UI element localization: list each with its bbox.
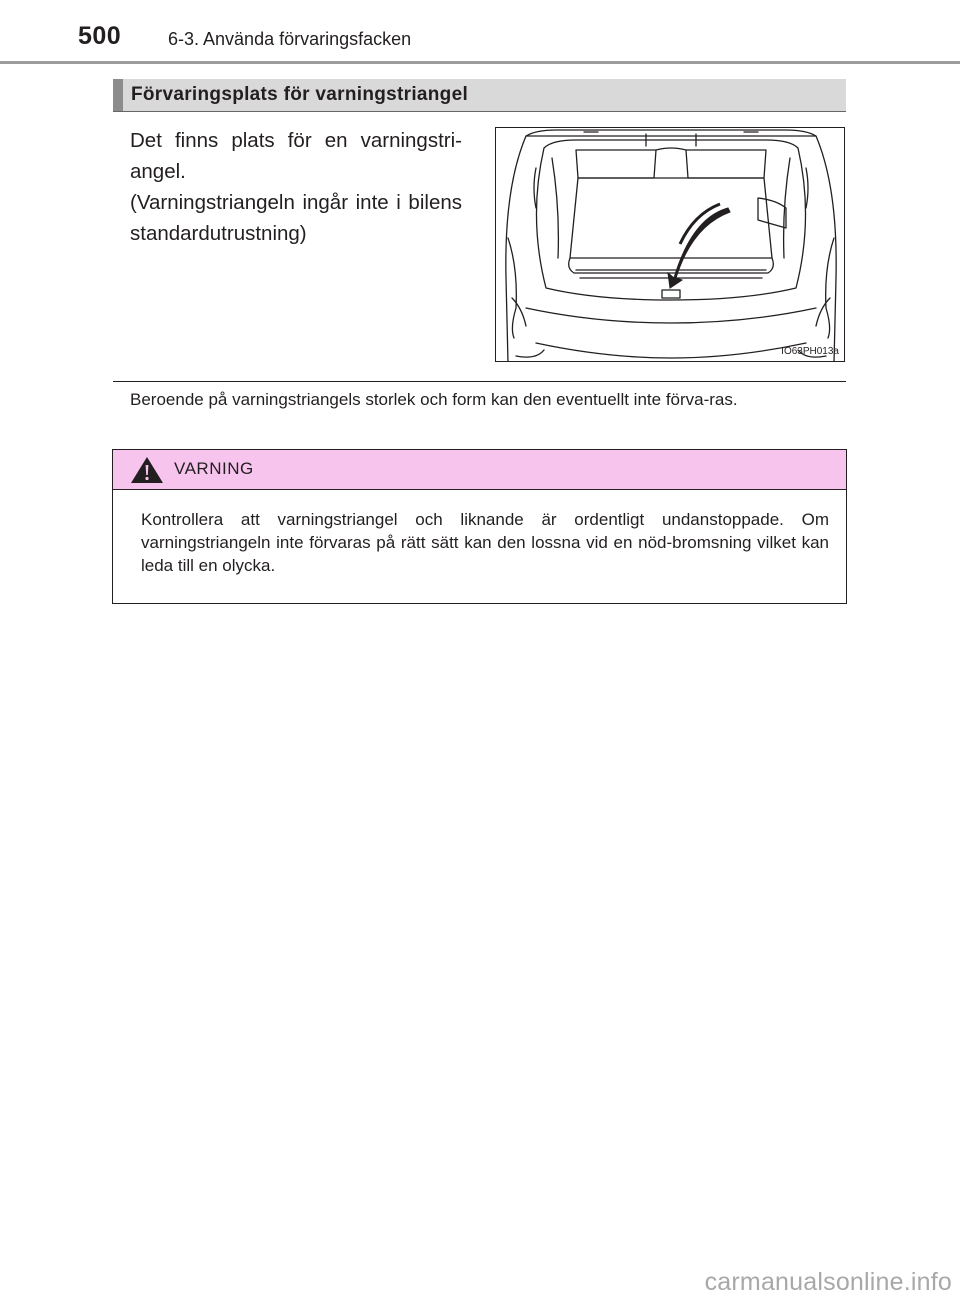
note-divider: [113, 381, 846, 382]
warning-triangle-icon: [130, 456, 164, 484]
section-heading: Förvaringsplats för varningstriangel: [131, 84, 469, 105]
note-text: Beroende på varningstriangels storlek och form kan den eventuellt inte förva-ras.: [130, 390, 738, 409]
section-title: 6-3. Använda förvaringsfacken: [168, 29, 412, 49]
warning-box: [112, 449, 847, 604]
car-trunk-figure: [495, 127, 845, 362]
figure-code: IO63PH013a: [781, 346, 839, 357]
section-heading-accent: [113, 79, 123, 111]
page-number: 500: [78, 22, 122, 50]
warning-header: [113, 450, 846, 490]
warning-title: VARNING: [174, 459, 254, 478]
section-heading-underline: [113, 111, 846, 112]
body-paragraph: Det finns plats för en varningstri-angel.: [130, 129, 462, 183]
footer-watermark: carmanualsonline.info: [704, 1268, 952, 1296]
car-trunk-illustration-icon: [496, 128, 845, 362]
warning-text: Kontrollera att varningstriangel och liknande är ordentligt undanstoppade. Om varningstriangeln inte förvaras på rätt sätt kan den lossna vid en nöd-bromsning vilket kan leda till en olycka.: [141, 510, 829, 575]
header-divider: [0, 61, 960, 64]
body-paragraph: (Varningstriangeln ingår inte i bilens standardutrustning): [130, 191, 462, 245]
section-body: [130, 125, 462, 249]
